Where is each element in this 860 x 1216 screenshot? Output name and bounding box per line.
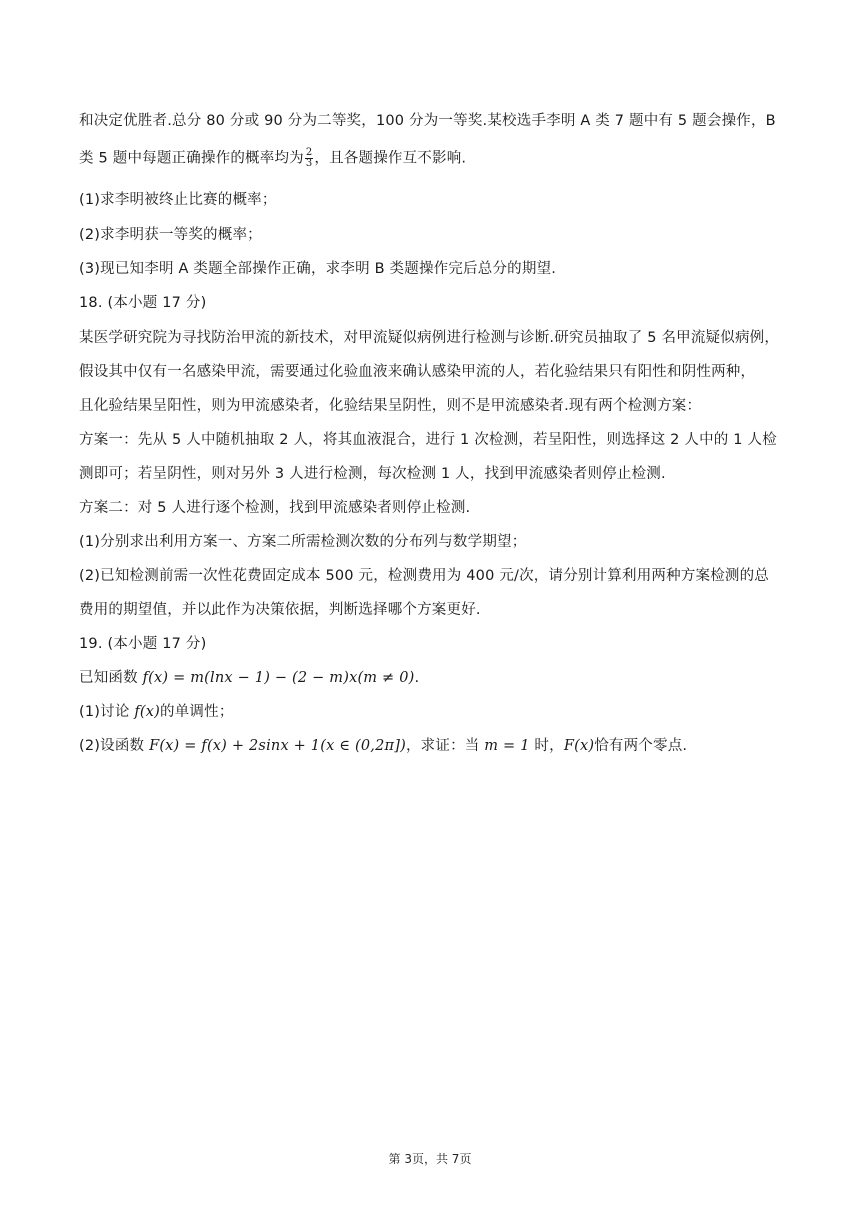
- question-part: [79, 736, 687, 756]
- question-part: (2)已知检测前需一次性花费固定成本 500 元，检测费用为 400 元/次，请分别计算利用两种方案检测的总: [79, 568, 770, 584]
- text-segment: .: [414, 670, 420, 686]
- math-expression: f(x): [134, 704, 161, 720]
- text-line: 假设其中仅有一名感染甲流，需要通过化验血液来确认感染甲流的人，若化验结果只有阳性和阴性两种，: [79, 364, 756, 380]
- text-line: 且化验结果呈阳性，则为甲流感染者，化验结果呈阴性，则不是甲流感染者.现有两个检测方案：: [79, 398, 702, 414]
- text-line: 方案二：对 5 人进行逐个检测，找到甲流感染者则停止检测.: [79, 500, 471, 516]
- fraction-denominator: 3: [305, 158, 313, 169]
- text-segment: 已知函数: [79, 670, 143, 686]
- question-part: (1)分别求出利用方案一、方案二所需检测次数的分布列与数学期望；: [79, 534, 527, 550]
- text-line: 测即可；若呈阴性，则对另外 3 人进行检测，每次检测 1 人，找到甲流感染者则停止检测.: [79, 466, 666, 482]
- question-part: [79, 702, 234, 722]
- math-expression: F(x) = f(x) + 2sinx + 1(x ∈ (0,2π]): [149, 738, 406, 754]
- text-segment: (1)讨论: [79, 704, 135, 720]
- text-line: 方案一：先从 5 人中随机抽取 2 人，将其血液混合，进行 1 次检测，若呈阳性，则选择这 2 人中的 1 人检: [79, 432, 777, 448]
- text-segment: (2)设函数: [79, 738, 150, 754]
- text-segment: 时，: [529, 738, 564, 754]
- text-line: 费用的期望值，并以此作为决策依据，判断选择哪个方案更好.: [79, 602, 481, 618]
- fraction-numerator: 2: [305, 147, 313, 158]
- math-expression: f(x) = m(lnx − 1) − (2 − m)x(m ≠ 0): [142, 670, 415, 686]
- text-line: 某医学研究院为寻找防治甲流的新技术，对甲流疑似病例进行检测与诊断.研究员抽取了 5 名甲流疑似病例，: [79, 330, 780, 346]
- text-segment: ，求证：当: [405, 738, 485, 754]
- text-segment: 的单调性；: [160, 704, 234, 720]
- math-expression: m = 1: [484, 738, 530, 754]
- text-line-with-math: [79, 668, 419, 688]
- fraction: [305, 148, 314, 169]
- math-expression: F(x): [563, 738, 595, 754]
- text-line-with-fraction: [79, 148, 466, 169]
- text-segment: 恰有两个零点.: [594, 738, 688, 754]
- text-segment: ，且各题操作互不影响.: [314, 150, 467, 167]
- question-heading: 18. (本小题 17 分): [79, 295, 207, 311]
- text-segment: 类 5 题中每题正确操作的概率均为: [79, 150, 304, 167]
- question-part: (3)现已知李明 A 类题全部操作正确，求李明 B 类题操作完后总分的期望.: [79, 261, 557, 277]
- question-part: (1)求李明被终止比赛的概率；: [79, 192, 277, 208]
- text-line: 和决定优胜者.总分 80 分或 90 分为二等奖，100 分为一等奖.某校选手李明 A 类 7 题中有 5 题会操作，B: [79, 113, 776, 129]
- question-heading: 19. (本小题 17 分): [79, 636, 207, 652]
- page-footer: 第 3页，共 7页: [388, 1152, 472, 1166]
- question-part: (2)求李明获一等奖的概率；: [79, 227, 262, 243]
